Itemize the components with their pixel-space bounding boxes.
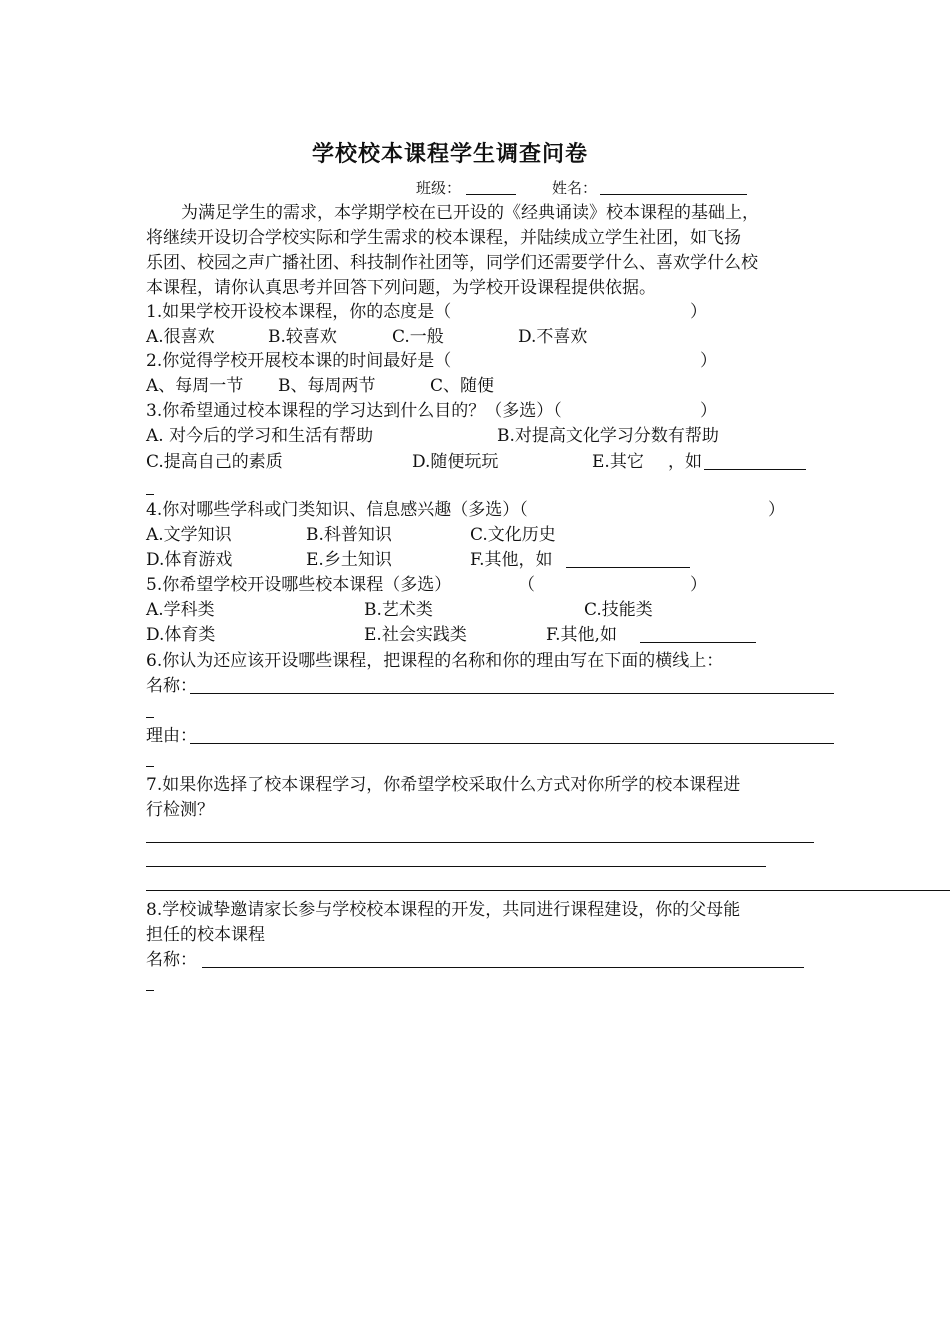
q8-name-label: 名称：	[146, 950, 197, 970]
line-continuation	[146, 766, 154, 767]
question-1: 1.如果学校开设校本课程，你的态度是（	[146, 302, 452, 322]
question-1-close: ）	[690, 302, 707, 322]
q6-reason-label: 理由：	[146, 726, 197, 746]
q6-name-field[interactable]	[190, 693, 834, 694]
q5-option-b: B.艺术类	[364, 600, 433, 620]
q3-option-a: A. 对今后的学习和生活有帮助	[146, 426, 374, 446]
student-name-field[interactable]	[600, 194, 747, 195]
q1-option-b: B.较喜欢	[268, 327, 337, 347]
class-label: 班级：	[416, 179, 462, 197]
q2-option-a: A、每周一节	[146, 376, 244, 396]
q5-option-f: F.其他,如	[546, 625, 617, 645]
q6-reason-field[interactable]	[190, 743, 834, 744]
q7-answer-line[interactable]	[146, 842, 814, 843]
q2-option-c: C、随便	[430, 376, 495, 396]
question-8-cont: 担任的校本课程	[146, 925, 265, 945]
q3-other-field[interactable]	[704, 469, 806, 470]
question-5-open: （	[518, 575, 535, 595]
q3-option-e: E.其它	[592, 452, 644, 472]
question-3: 3.你希望通过校本课程的学习达到什么目的？（多选）（	[146, 401, 562, 421]
line-continuation	[146, 494, 154, 495]
q8-name-field[interactable]	[202, 967, 804, 968]
q4-option-f: F.其他，如	[470, 550, 553, 570]
q1-option-c: C.一般	[392, 327, 444, 347]
class-field[interactable]	[466, 194, 516, 195]
question-6: 6.你认为还应该开设哪些课程，把课程的名称和你的理由写在下面的横线上：	[146, 651, 724, 671]
question-8: 8.学校诚挚邀请家长参与学校校本课程的开发，共同进行课程建设，你的父母能	[146, 900, 741, 920]
q4-other-field[interactable]	[566, 567, 690, 568]
question-5: 5.你希望学校开设哪些校本课程（多选）	[146, 575, 452, 595]
question-2: 2.你觉得学校开展校本课的时间最好是（	[146, 351, 452, 371]
q4-option-e: E.乡土知识	[306, 550, 392, 570]
question-3-close: ）	[700, 401, 717, 421]
name-label: 姓名：	[552, 179, 598, 197]
q3-option-c: C.提高自己的素质	[146, 452, 283, 472]
q4-option-a: A.文学知识	[146, 525, 232, 545]
q5-option-e: E.社会实践类	[364, 625, 467, 645]
q5-option-c: C.技能类	[584, 600, 653, 620]
q7-answer-line[interactable]	[146, 866, 766, 867]
q3-option-d: D.随便玩玩	[412, 452, 499, 472]
q5-other-field[interactable]	[640, 642, 756, 643]
question-2-close: ）	[700, 351, 717, 371]
intro-line: 乐团、校园之声广播社团、科技制作社团等，同学们还需要学什么、喜欢学什么校	[146, 253, 758, 273]
q5-option-a: A.学科类	[146, 600, 215, 620]
q1-option-a: A.很喜欢	[146, 327, 215, 347]
question-5-close: ）	[690, 575, 707, 595]
question-7: 7.如果你选择了校本课程学习，你希望学校采取什么方式对你所学的校本课程进	[146, 775, 741, 795]
q6-name-label: 名称：	[146, 676, 197, 696]
question-4-close: ）	[768, 500, 785, 520]
q1-option-d: D.不喜欢	[518, 327, 588, 347]
line-continuation	[146, 717, 154, 718]
q2-option-b: B、每周两节	[278, 376, 376, 396]
question-4: 4.你对哪些学科或门类知识、信息感兴趣（多选）（	[146, 500, 528, 520]
q5-option-d: D.体育类	[146, 625, 216, 645]
intro-line: 本课程，请你认真思考并回答下列问题，为学校开设课程提供依据。	[146, 278, 656, 298]
line-continuation	[146, 990, 154, 991]
q7-answer-line[interactable]	[146, 890, 950, 891]
intro-line: 为满足学生的需求，本学期学校在已开设的《经典诵读》校本课程的基础上，	[181, 203, 759, 223]
q3-other-label: ，如	[668, 452, 702, 472]
q4-option-c: C.文化历史	[470, 525, 556, 545]
q3-option-b: B.对提高文化学习分数有帮助	[497, 426, 719, 446]
question-7-cont: 行检测？	[146, 800, 214, 820]
q4-option-b: B.科普知识	[306, 525, 392, 545]
intro-line: 将继续开设切合学校实际和学生需求的校本课程，并陆续成立学生社团，如飞扬	[146, 228, 741, 248]
page-title: 学校校本课程学生调查问卷	[311, 142, 588, 167]
q4-option-d: D.体育游戏	[146, 550, 233, 570]
